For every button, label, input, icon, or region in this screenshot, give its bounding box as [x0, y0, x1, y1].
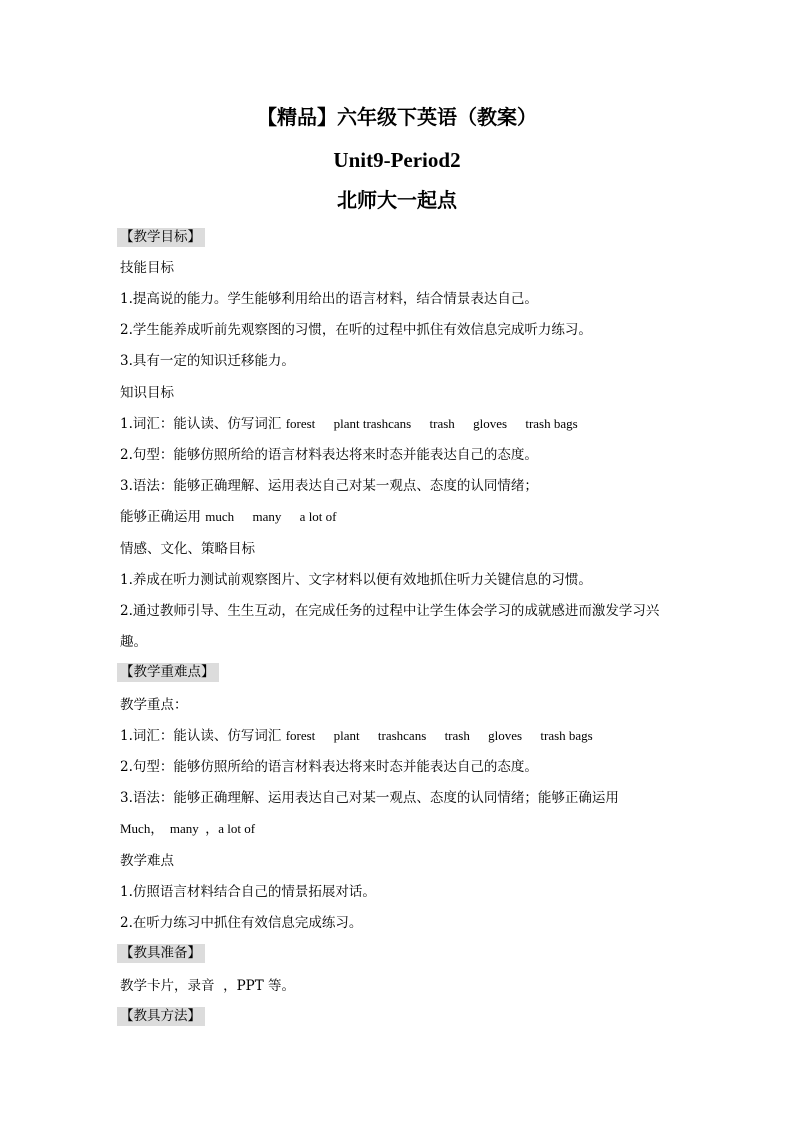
- skill-item-2: 2.学生能养成听前先观察图的习惯，在听的过程中抓住有效信息完成听力练习。: [120, 322, 592, 338]
- skill-heading: 技能目标: [120, 260, 174, 276]
- section-heading-objectives: 【教学目标】: [117, 228, 205, 247]
- emotion-item-2-line-2: 趣。: [120, 634, 147, 650]
- key-item-2: 2.句型：能够仿照所给的语言材料表达将来时态并能表达自己的态度。: [120, 759, 538, 775]
- key-item-1: [120, 726, 593, 746]
- key-item-3: 3.语法：能够正确理解、运用表达自己对某一观点、态度的认同情绪；能够正确运用: [120, 790, 619, 806]
- skill-item-1: 1.提高说的能力。学生能够利用给出的语言材料，结合情景表达自己。: [120, 291, 538, 307]
- vocab-word: trashcans: [377, 728, 427, 743]
- knowledge-item-1-prefix: 1.词汇：能认读、仿写词汇: [120, 416, 282, 432]
- emotion-heading: 情感、文化、策略目标: [120, 541, 255, 557]
- vocab-word: trash: [429, 416, 455, 431]
- vocab-word: plant trashcans: [333, 416, 412, 431]
- grammar-word: much: [205, 509, 235, 524]
- difficulty-heading: 教学难点: [120, 853, 174, 869]
- document-publisher: 北师大一起点: [337, 188, 457, 212]
- knowledge-item-4-prefix: 能够正确运用: [120, 509, 201, 525]
- knowledge-item-3: 3.语法：能够正确理解、运用表达自己对某一观点、态度的认同情绪；: [120, 478, 538, 494]
- knowledge-heading: 知识目标: [120, 385, 174, 401]
- vocab-word: trash: [444, 728, 470, 743]
- vocab-word: plant: [333, 728, 360, 743]
- knowledge-item-1: [120, 414, 578, 434]
- knowledge-item-2: 2.句型：能够仿照所给的语言材料表达将来时态并能表达自己的态度。: [120, 447, 538, 463]
- emotion-item-1: 1.养成在听力测试前观察图片、文字材料以便有效地抓住听力关键信息的习惯。: [120, 572, 592, 588]
- grammar-word: a lot of: [299, 509, 337, 524]
- difficulty-item-1: 1.仿照语言材料结合自己的情景拓展对话。: [120, 884, 376, 900]
- key-item-1-prefix: 1.词汇：能认读、仿写词汇: [120, 728, 282, 744]
- emotion-item-2-line-1: 2.通过教师引导、生生互动，在完成任务的过程中让学生体会学习的成就感进而激发学习兴: [120, 603, 660, 619]
- key-item-4: Much， many ，a lot of: [120, 821, 256, 836]
- grammar-word: many: [252, 509, 282, 524]
- vocab-word: trash bags: [540, 728, 593, 743]
- vocab-word: forest: [285, 728, 316, 743]
- skill-item-3: 3.具有一定的知识迁移能力。: [120, 353, 295, 369]
- section-heading-key-points: 【教学重难点】: [117, 663, 219, 682]
- knowledge-item-4: [120, 507, 337, 527]
- vocab-word: forest: [285, 416, 316, 431]
- key-heading: 教学重点：: [120, 697, 188, 713]
- document-title: 【精品】六年级下英语（教案）: [257, 105, 537, 129]
- vocab-word: gloves: [473, 416, 508, 431]
- preparation-text: 教学卡片，录音 ，PPT 等。: [120, 978, 296, 994]
- section-heading-preparation: 【教具准备】: [117, 944, 205, 963]
- vocab-word: gloves: [488, 728, 523, 743]
- document-subtitle: Unit9-Period2: [333, 148, 461, 172]
- vocab-word: trash bags: [525, 416, 578, 431]
- difficulty-item-2: 2.在听力练习中抓住有效信息完成练习。: [120, 915, 363, 931]
- section-heading-methods: 【教具方法】: [117, 1007, 205, 1026]
